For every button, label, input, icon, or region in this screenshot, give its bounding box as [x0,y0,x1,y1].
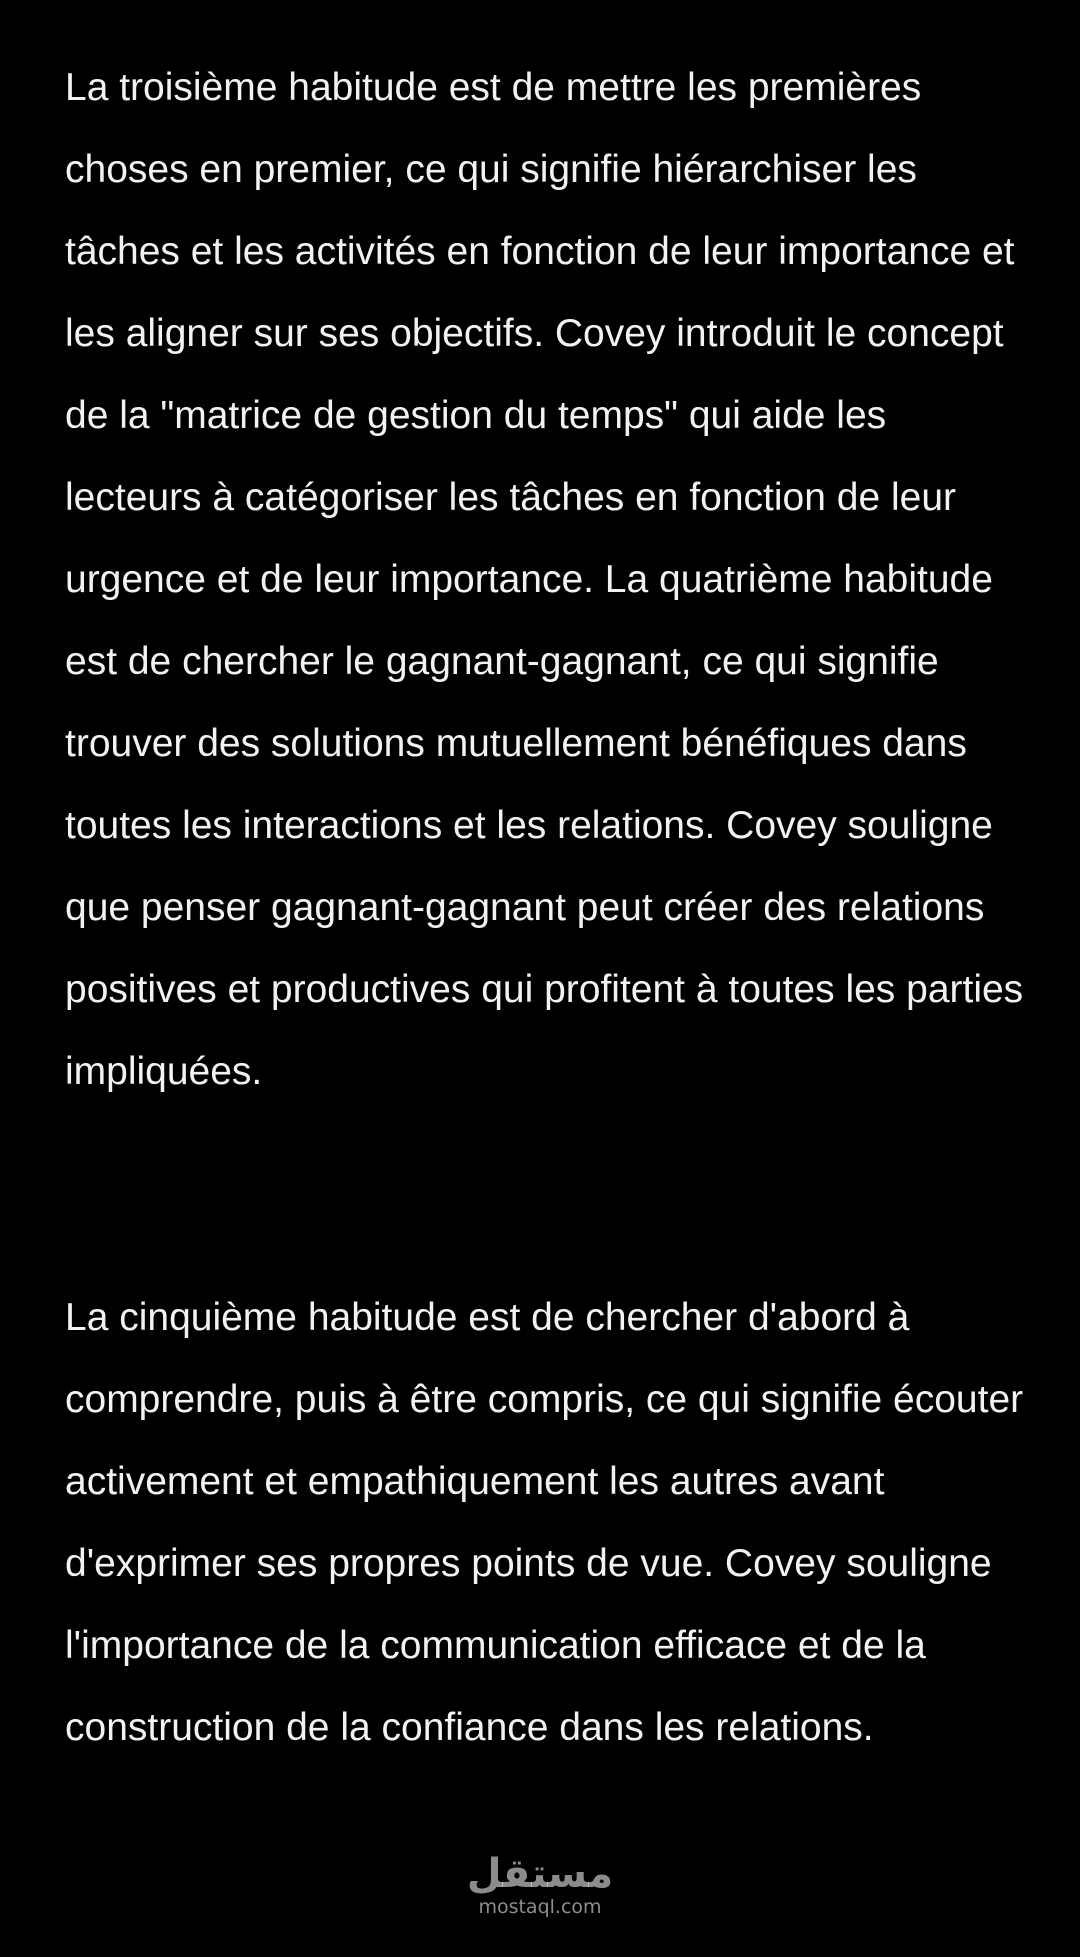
mostaql-url: mostaql.com [478,1896,602,1918]
paragraph-habit-5: La cinquième habitude est de chercher d'abord à comprendre, puis à être compris, ce qui signifie écouter activement et empathiquement les autres avant d'exprimer ses propres points de vue. Covey souligne l'importance de la communication efficace et de la construction de la confiance dans les relations. [65,1296,1024,1749]
mostaql-watermark [0,1852,1080,1918]
article-body [65,47,1025,1769]
mostaql-logo: مستقل [466,1851,614,1897]
paragraph-habits-3-4: La troisième habitude est de mettre les premières choses en premier, ce qui signifie hiérarchiser les tâches et les activités en fonction de leur importance et les aligner sur ses objectifs. Covey introduit le concept de la "matrice de gestion du temps" qui aide les lecteurs à catégoriser les tâches en fonction de leur urgence et de leur importance. La quatrième habitude est de chercher le gagnant-gagnant, ce qui signifie trouver des solutions mutuellement bénéfiques dans toutes les interactions et les relations. Covey souligne que penser gagnant-gagnant peut créer des relations positives et productives qui profitent à toutes les parties impliquées. [65,66,1024,1093]
